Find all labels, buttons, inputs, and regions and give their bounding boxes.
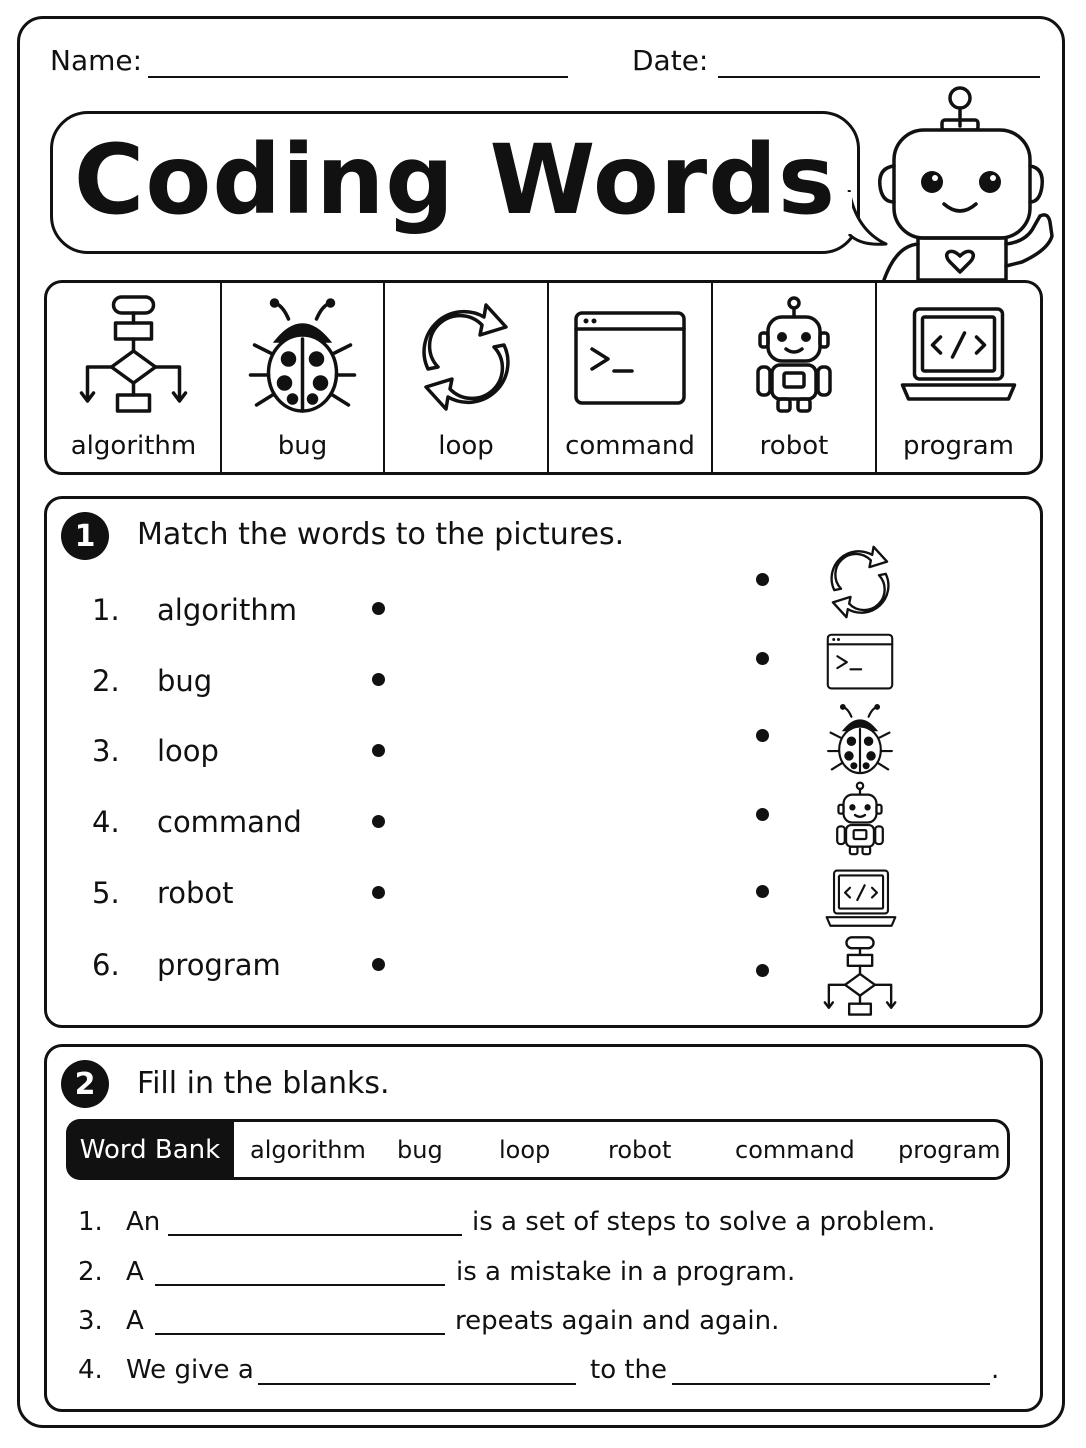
sentence-number: 1. [78, 1207, 103, 1237]
word-bank-item: program [898, 1136, 1001, 1164]
match-dot-right[interactable] [756, 573, 769, 586]
vocab-word: bug [277, 431, 328, 461]
word-bank-item: command [735, 1136, 855, 1164]
loop-arrows-icon [818, 540, 902, 624]
sentence-text-before: We give a [126, 1355, 254, 1385]
match-item-number: 2. [92, 664, 120, 698]
word-bank-item: algorithm [250, 1136, 366, 1164]
match-item-word: algorithm [157, 593, 297, 627]
vocab-word: program [903, 431, 1014, 461]
match-dot-left[interactable] [372, 673, 385, 686]
match-item-number: 3. [92, 734, 120, 768]
terminal-window-icon [549, 295, 711, 419]
match-item-word: loop [157, 734, 219, 768]
match-item-number: 4. [92, 805, 120, 839]
sentence-text-before: A [126, 1257, 144, 1287]
loop-arrows-icon [385, 295, 547, 419]
match-item-number: 5. [92, 876, 120, 910]
vocab-word: robot [759, 431, 829, 461]
sentence-number: 4. [78, 1355, 103, 1385]
sentence-number: 3. [78, 1306, 103, 1336]
sentence-text-after: . [991, 1355, 1000, 1385]
answer-blank[interactable] [168, 1234, 462, 1236]
match-dot-left[interactable] [372, 744, 385, 757]
match-dot-left[interactable] [372, 815, 385, 828]
word-bank-item: bug [397, 1136, 443, 1164]
robot-mascot-icon [872, 86, 1058, 280]
match-item-word: robot [157, 876, 234, 910]
name-line[interactable] [148, 76, 568, 78]
section-number-badge: 1 [61, 512, 109, 560]
page-title: Coding Words [73, 124, 837, 236]
laptop-code-icon [877, 295, 1040, 419]
match-dot-left[interactable] [372, 886, 385, 899]
match-item-word: bug [157, 664, 213, 698]
ladybug-icon [822, 702, 898, 778]
terminal-window-icon [818, 624, 902, 698]
sentence-text-middle: to the [590, 1355, 668, 1385]
answer-blank[interactable] [155, 1284, 445, 1286]
vocab-card-bug [222, 283, 385, 472]
sentence-number: 2. [78, 1257, 103, 1287]
vocab-word: algorithm [70, 431, 197, 461]
vocab-word: command [565, 431, 695, 461]
section-instruction: Match the words to the pictures. [137, 517, 625, 552]
laptop-code-icon [814, 862, 908, 938]
vocabulary-strip [44, 280, 1043, 475]
date-label: Date: [632, 44, 709, 77]
match-item-number: 6. [92, 948, 120, 982]
match-dot-left[interactable] [372, 602, 385, 615]
section-number-badge: 2 [61, 1060, 109, 1108]
match-item-number: 1. [92, 593, 120, 627]
answer-blank[interactable] [155, 1333, 445, 1335]
vocab-card-program [877, 283, 1040, 472]
sentence-text-after: is a set of steps to solve a problem. [472, 1207, 936, 1237]
word-bank-item: robot [608, 1136, 672, 1164]
sentence-text-after: repeats again and again. [455, 1306, 780, 1336]
sentence-text-after: is a mistake in a program. [456, 1257, 796, 1287]
date-line[interactable] [718, 76, 1040, 78]
match-item-word: program [157, 948, 281, 982]
flowchart-icon [818, 936, 902, 1020]
robot-icon [822, 780, 898, 860]
name-label: Name: [50, 44, 143, 77]
flowchart-icon [47, 295, 220, 419]
vocab-card-command [549, 283, 713, 472]
word-bank-item: loop [499, 1136, 551, 1164]
match-item-word: command [157, 805, 302, 839]
section-instruction: Fill in the blanks. [137, 1066, 390, 1101]
vocab-word: loop [438, 431, 494, 461]
answer-blank[interactable] [258, 1383, 576, 1385]
ladybug-icon [222, 295, 383, 419]
match-dot-right[interactable] [756, 729, 769, 742]
vocab-card-loop [385, 283, 549, 472]
match-dot-left[interactable] [372, 958, 385, 971]
robot-icon [713, 295, 875, 419]
match-dot-right[interactable] [756, 885, 769, 898]
vocab-card-algorithm [47, 283, 222, 472]
answer-blank[interactable] [672, 1383, 990, 1385]
sentence-text-before: An [126, 1207, 161, 1237]
sentence-text-before: A [126, 1306, 144, 1336]
match-dot-right[interactable] [756, 964, 769, 977]
vocab-card-robot [713, 283, 877, 472]
match-dot-right[interactable] [756, 652, 769, 665]
word-bank-label: Word Bank [66, 1119, 234, 1180]
match-dot-right[interactable] [756, 808, 769, 821]
